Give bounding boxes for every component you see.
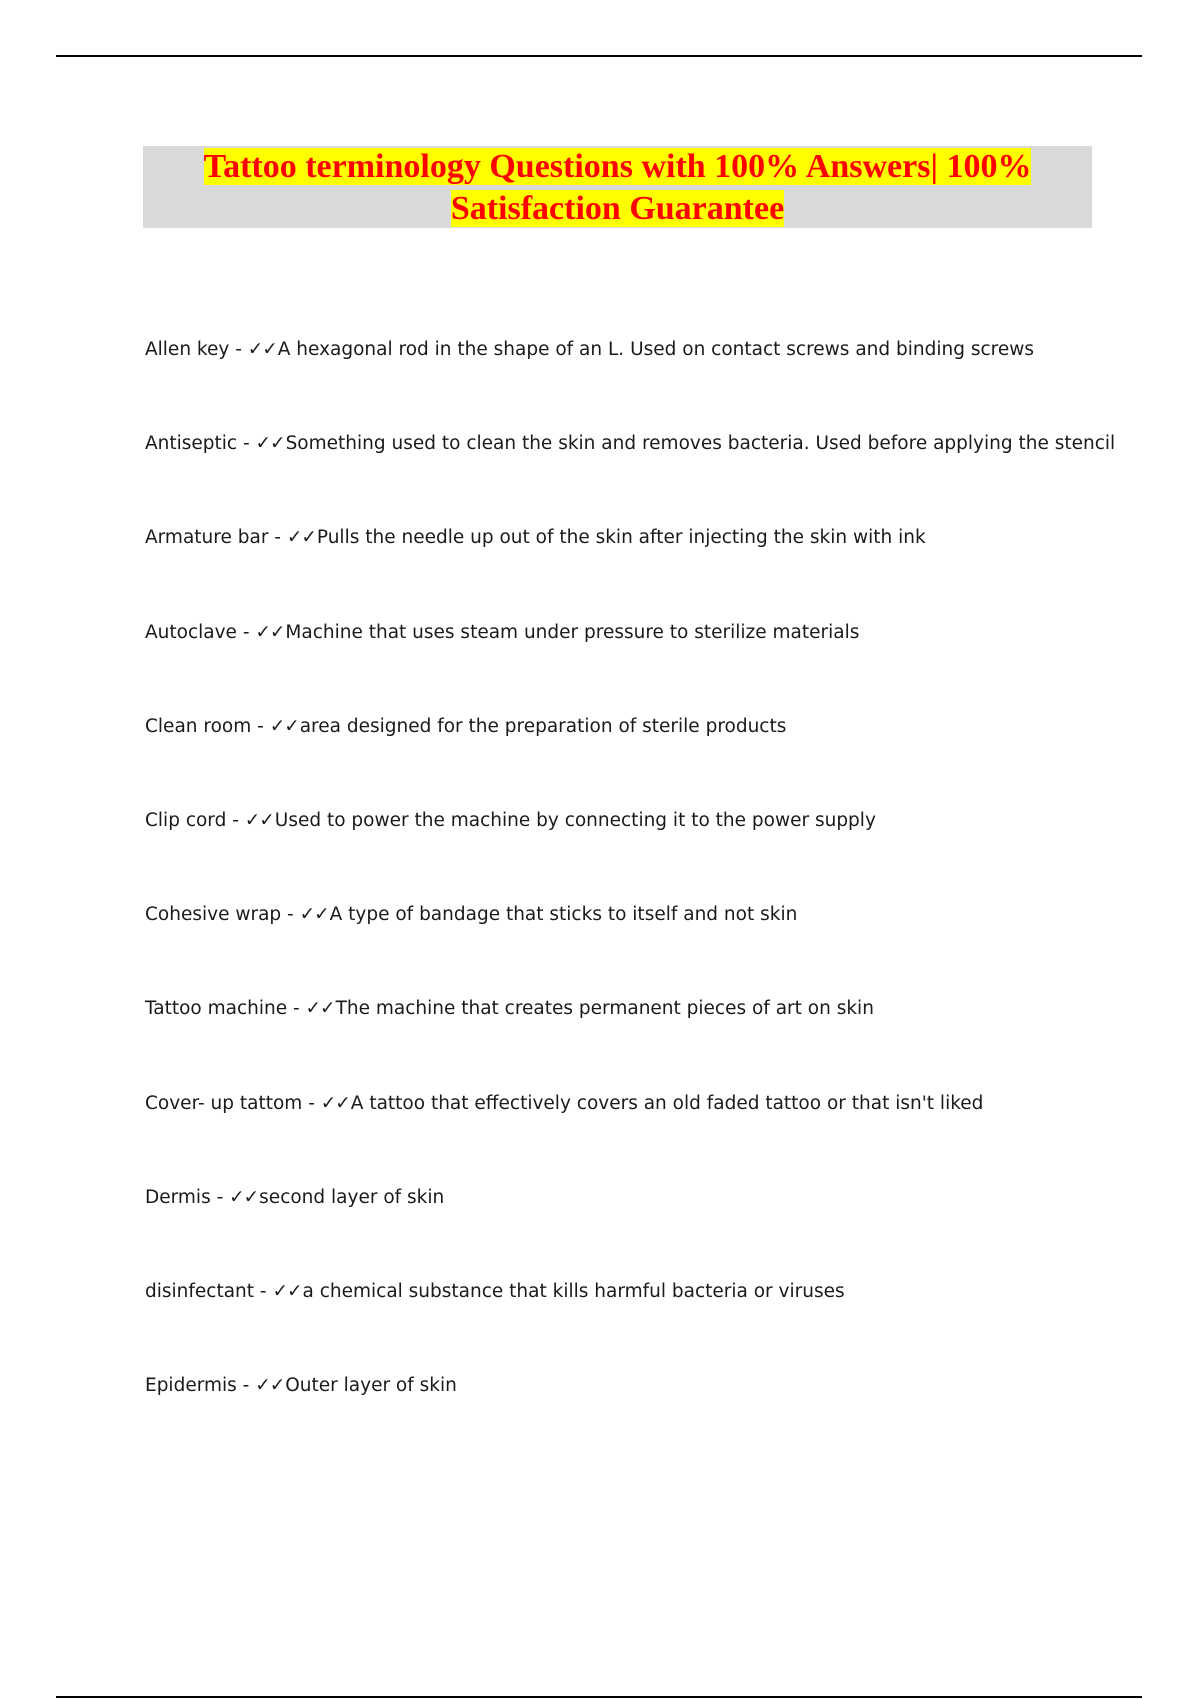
double-check-icon: ✓✓ bbox=[255, 621, 285, 643]
term-separator: - bbox=[251, 715, 270, 737]
term-definition: Machine that uses steam under pressure to sterilize materials bbox=[285, 621, 860, 643]
term-separator: - bbox=[236, 621, 256, 643]
terms-list bbox=[145, 336, 1155, 1466]
title-line-2 bbox=[143, 188, 1092, 230]
term-separator: - bbox=[229, 339, 248, 360]
term-entry bbox=[145, 1372, 1155, 1466]
term-separator: - bbox=[226, 809, 245, 831]
term-label: Tattoo machine bbox=[145, 998, 288, 1020]
term-label: Cover- up tattom bbox=[145, 1092, 303, 1114]
double-check-icon: ✓✓ bbox=[320, 1092, 350, 1114]
term-label: Antiseptic bbox=[145, 433, 238, 455]
term-label: Clip cord bbox=[145, 809, 227, 831]
term-label: Clean room bbox=[145, 715, 252, 737]
term-entry bbox=[145, 1090, 1155, 1184]
term-label: Epidermis bbox=[145, 1375, 237, 1397]
double-check-icon: ✓✓ bbox=[305, 998, 335, 1020]
term-definition: Used to power the machine by connecting it to the power supply bbox=[274, 809, 876, 831]
double-check-icon: ✓✓ bbox=[299, 904, 329, 926]
term-entry bbox=[145, 807, 1155, 901]
double-check-icon: ✓✓ bbox=[255, 433, 285, 455]
term-label: disinfectant bbox=[145, 1280, 255, 1302]
term-label: Autoclave bbox=[145, 621, 237, 643]
term-separator: - bbox=[254, 1280, 273, 1302]
term-definition: Outer layer of skin bbox=[285, 1375, 457, 1397]
term-entry bbox=[145, 995, 1155, 1089]
term-definition: A type of bandage that sticks to itself and not skin bbox=[329, 904, 798, 926]
double-check-icon: ✓✓ bbox=[229, 1186, 259, 1208]
double-check-icon: ✓✓ bbox=[272, 1280, 302, 1302]
term-label: Allen key bbox=[145, 339, 230, 360]
double-check-icon: ✓✓ bbox=[286, 527, 316, 549]
term-label: Cohesive wrap bbox=[145, 904, 282, 926]
title-banner bbox=[143, 146, 1092, 228]
term-separator: - bbox=[281, 904, 300, 926]
double-check-icon: ✓✓ bbox=[244, 809, 274, 831]
term-entry bbox=[145, 524, 1155, 618]
term-entry bbox=[145, 1184, 1155, 1278]
term-entry bbox=[145, 430, 1155, 524]
term-entry bbox=[145, 901, 1155, 995]
term-label: Dermis bbox=[145, 1186, 211, 1208]
document-title-part-2: Satisfaction Guarantee bbox=[450, 190, 785, 227]
term-definition: second layer of skin bbox=[259, 1186, 445, 1208]
term-separator: - bbox=[236, 1375, 256, 1397]
term-separator: - bbox=[302, 1092, 321, 1114]
term-entry bbox=[145, 713, 1155, 807]
top-rule bbox=[56, 55, 1142, 57]
document-title-part-1: Tattoo terminology Questions with 100% Answers| 100% bbox=[203, 148, 1032, 185]
term-definition: Pulls the needle up out of the skin after injecting the skin with ink bbox=[316, 527, 926, 549]
term-separator: - bbox=[210, 1186, 230, 1208]
title-line-1 bbox=[143, 146, 1092, 188]
term-definition: a chemical substance that kills harmful bacteria or viruses bbox=[302, 1280, 845, 1302]
double-check-icon: ✓✓ bbox=[255, 1375, 285, 1397]
double-check-icon: ✓✓ bbox=[247, 339, 277, 360]
term-separator: - bbox=[237, 433, 256, 455]
term-label: Armature bar bbox=[145, 527, 269, 549]
term-definition: Something used to clean the skin and removes bacteria. Used before applying the stencil bbox=[285, 433, 1116, 455]
term-separator: - bbox=[268, 527, 287, 549]
term-definition: The machine that creates permanent pieces of art on skin bbox=[335, 998, 874, 1020]
term-definition: A hexagonal rod in the shape of an L. Used on contact screws and binding screws bbox=[277, 339, 1035, 360]
double-check-icon: ✓✓ bbox=[269, 715, 299, 737]
bottom-rule bbox=[56, 1696, 1142, 1698]
term-entry bbox=[145, 1278, 1155, 1372]
term-definition: A tattoo that effectively covers an old faded tattoo or that isn't liked bbox=[350, 1092, 984, 1114]
term-separator: - bbox=[287, 998, 306, 1020]
term-definition: area designed for the preparation of sterile products bbox=[299, 715, 787, 737]
term-entry bbox=[145, 336, 1155, 430]
term-entry bbox=[145, 619, 1155, 713]
